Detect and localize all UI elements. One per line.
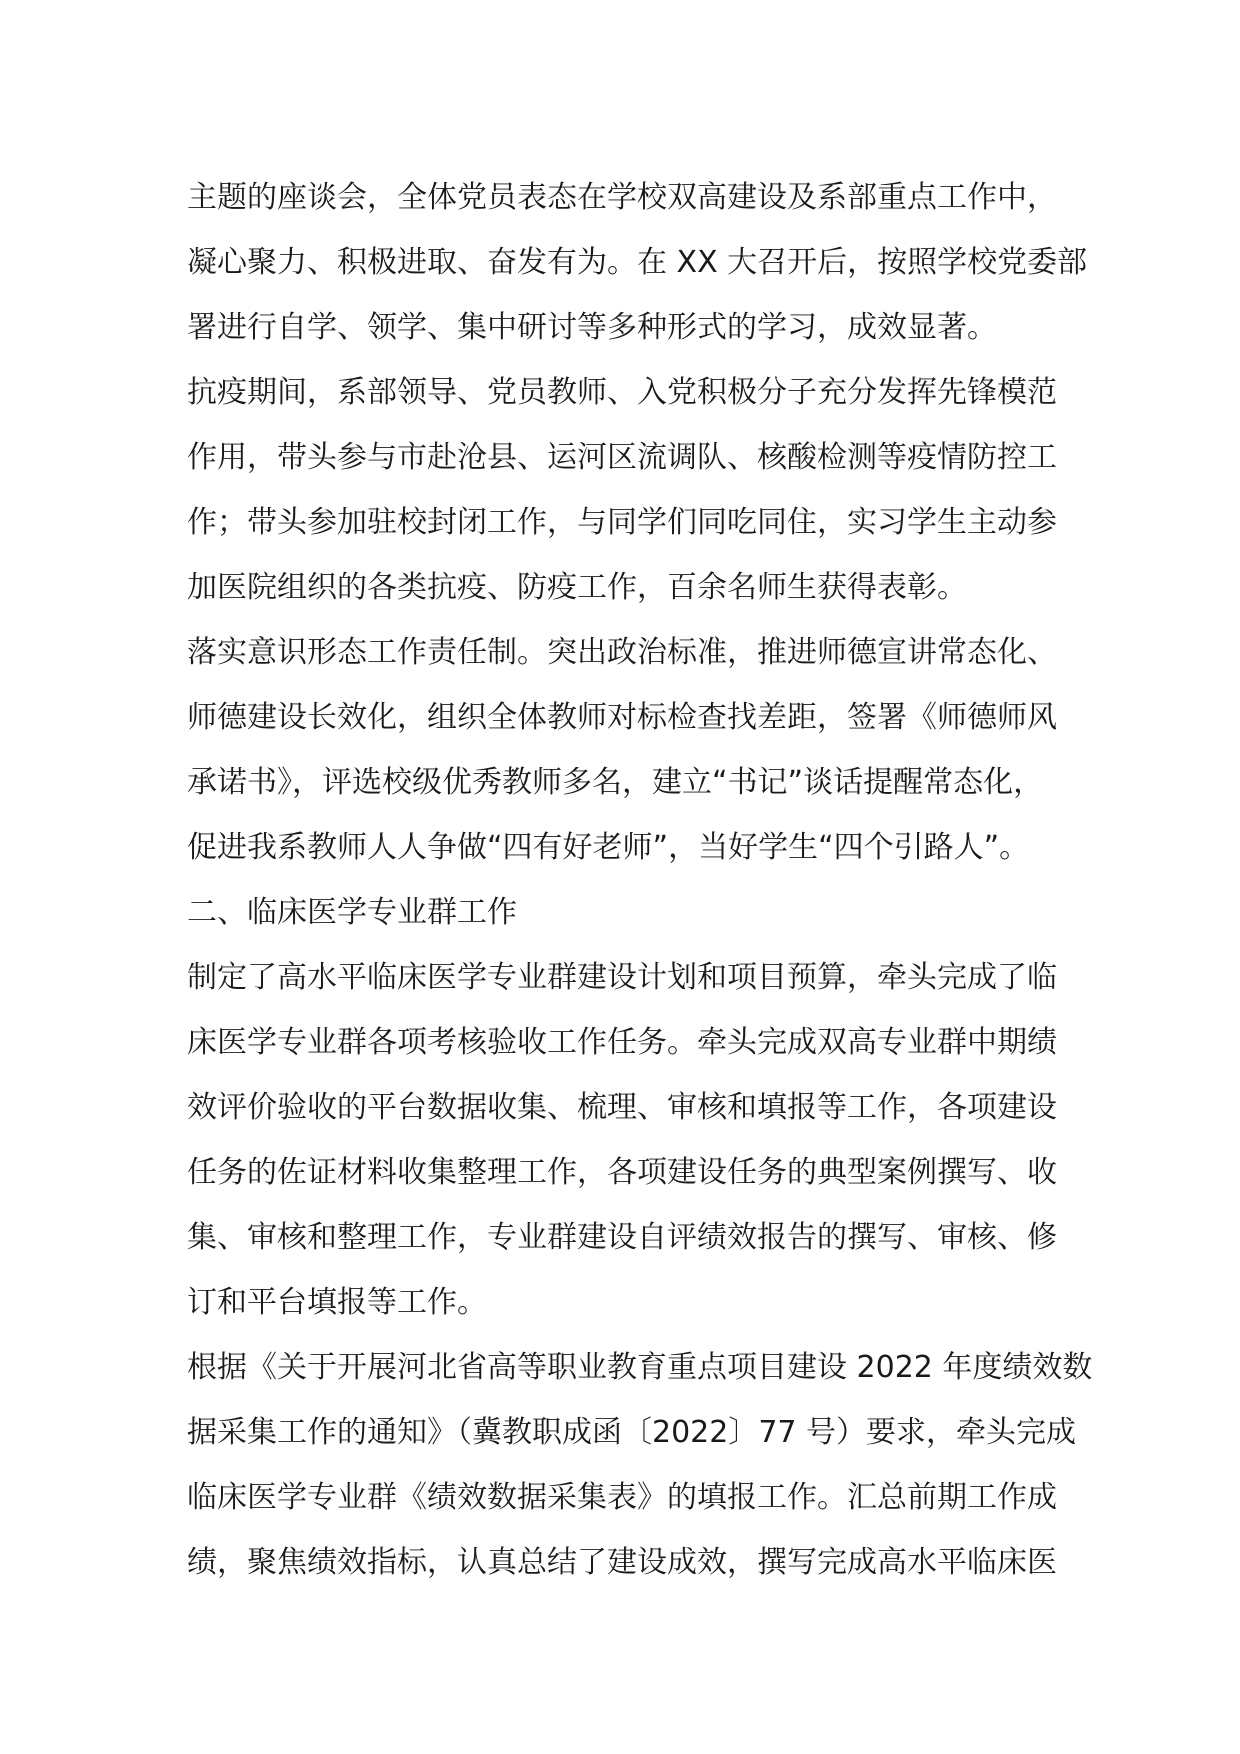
text-line: 凝心聚力、积极进取、奋发有为。在 XX 大召开后，按照学校党委部 [187, 245, 1088, 280]
text-line: 制定了高水平临床医学专业群建设计划和项目预算，牵头完成了临 [187, 960, 1057, 995]
text-line: 作用，带头参与市赴沧县、运河区流调队、核酸检测等疫情防控工 [187, 440, 1057, 475]
section-heading: 二、临床医学专业群工作 [187, 895, 517, 930]
text-line: 据采集工作的通知》（冀教职成函〔2022〕77 号）要求，牵头完成 [187, 1415, 1077, 1450]
text-line: 落实意识形态工作责任制。突出政治标准，推进师德宣讲常态化、 [187, 635, 1057, 670]
text-line: 临床医学专业群《绩效数据采集表》的填报工作。汇总前期工作成 [187, 1480, 1057, 1515]
text-line: 主题的座谈会，全体党员表态在学校双高建设及系部重点工作中， [187, 180, 1057, 215]
text-line: 床医学专业群各项考核验收工作任务。牵头完成双高专业群中期绩 [187, 1025, 1057, 1060]
text-line: 集、审核和整理工作，专业群建设自评绩效报告的撰写、审核、修 [187, 1220, 1057, 1255]
text-line: 订和平台填报等工作。 [187, 1285, 487, 1320]
text-line: 作；带头参加驻校封闭工作，与同学们同吃同住，实习学生主动参 [187, 505, 1057, 540]
text-line: 加医院组织的各类抗疫、防疫工作，百余名师生获得表彰。 [187, 570, 967, 605]
text-line: 承诺书》，评选校级优秀教师多名，建立“书记”谈话提醒常态化， [187, 765, 1044, 800]
text-line: 绩，聚焦绩效指标，认真总结了建设成效，撰写完成高水平临床医 [187, 1545, 1057, 1580]
text-line: 效评价验收的平台数据收集、梳理、审核和填报等工作，各项建设 [187, 1090, 1057, 1125]
text-line: 署进行自学、领学、集中研讨等多种形式的学习，成效显著。 [187, 310, 997, 345]
text-line: 任务的佐证材料收集整理工作，各项建设任务的典型案例撰写、收 [187, 1155, 1057, 1190]
text-line: 师德建设长效化，组织全体教师对标检查找差距，签署《师德师风 [187, 700, 1057, 735]
text-line: 促进我系教师人人争做“四有好老师”，当好学生“四个引路人”。 [187, 830, 1030, 865]
text-line: 抗疫期间，系部领导、党员教师、入党积极分子充分发挥先锋模范 [187, 375, 1057, 410]
body-text [187, 165, 1093, 1595]
text-line: 根据《关于开展河北省高等职业教育重点项目建设 2022 年度绩效数 [187, 1350, 1093, 1385]
